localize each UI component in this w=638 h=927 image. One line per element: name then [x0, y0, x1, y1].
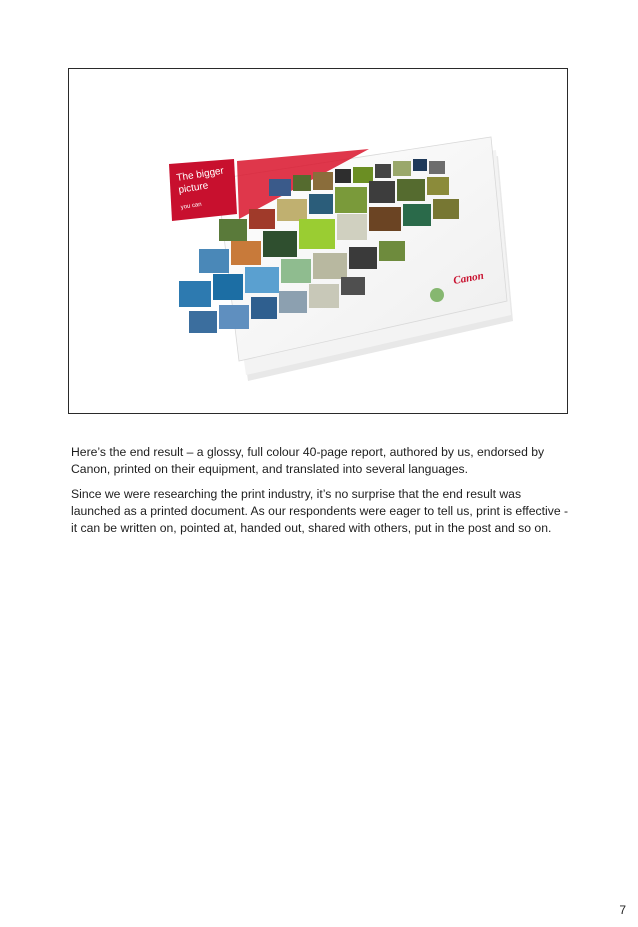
svg-text:Canon: Canon [452, 269, 485, 287]
slide-image-frame [68, 68, 568, 414]
speaker-notes [71, 444, 571, 544]
notes-paragraph-1: Here’s the end result – a glossy, full colour 40-page report, authored by us, endorsed by Canon, printed on their equipment, and translated into several languages. [71, 445, 545, 477]
notes-paragraph-2: Since we were researching the print industry, it’s no surprise that the end result was launched as a printed document. As our respondents were eager to tell us, print is effective - it can be written on, pointed at, handed out, shared with others, put in the post and so on. [71, 486, 569, 536]
report-cover-photo [69, 69, 567, 413]
cover-title: The bigger [175, 165, 225, 184]
cover-subtitle: you can [180, 201, 203, 211]
partner-logo [430, 288, 444, 302]
cover-title: picture [177, 180, 210, 196]
page-number: 7 [619, 903, 626, 917]
